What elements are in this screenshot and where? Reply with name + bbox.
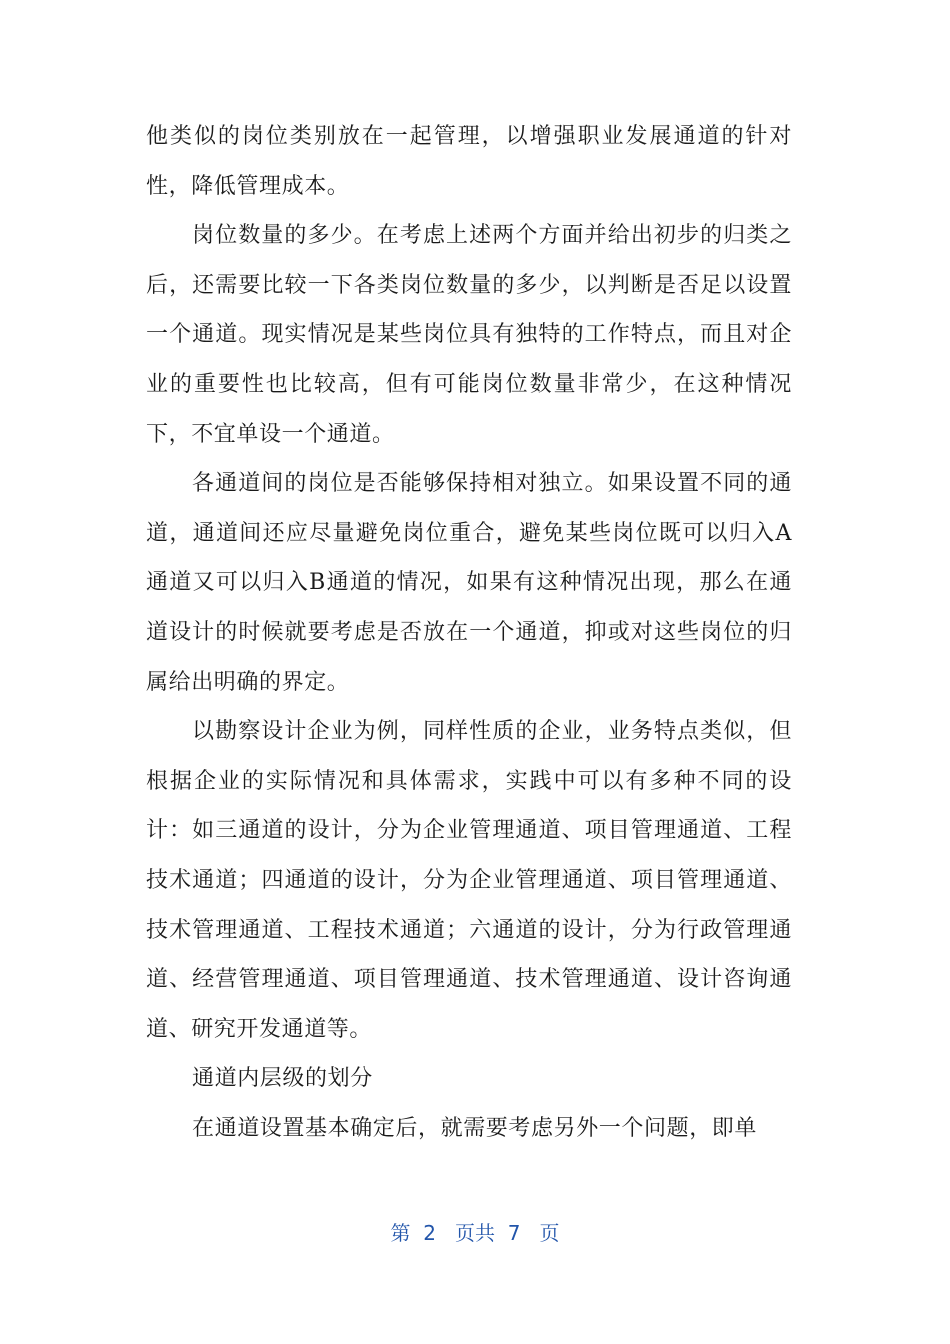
paragraph-2: 岗位数量的多少。在考虑上述两个方面并给出初步的归类之后，还需要比较一下各类岗位数量的多少，以判断是否足以设置一个通道。现实情况是某些岗位具有独特的工作特点，而且对企业的重要性也比较高，但有可能岗位数量非常少，在这种情况下，不宜单设一个通道。 [146,223,792,447]
section-heading: 通道内层级的划分 [192,1066,373,1092]
paragraph-5: 在通道设置基本确定后，就需要考虑另外一个问题，即单 [192,1115,758,1141]
paragraph-1: 他类似的岗位类别放在一起管理，以增强职业发展通道的针对性，降低管理成本。 [146,124,792,199]
page-footer [0,1218,950,1248]
document-body [146,112,792,1153]
paragraph-3: 各通道间的岗位是否能够保持相对独立。如果设置不同的通道，通道间还应尽量避免岗位重合，避免某些岗位既可以归入A通道又可以归入B通道的情况，如果有这种情况出现，那么在通道设计的时候就要考虑是否放在一个通道，抑或对这些岗位的归属给出明确的界定。 [146,471,792,695]
paragraph-4: 以勘察设计企业为例，同样性质的企业，业务特点类似，但根据企业的实际情况和具体需求，实践中可以有多种不同的设计：如三通道的设计，分为企业管理通道、项目管理通道、工程技术通道；四通道的设计，分为企业管理通道、项目管理通道、技术管理通道、工程技术通道；六通道的设计，分为行政管理通道、经营管理通道、项目管理通道、技术管理通道、设计咨询通道、研究开发通道等。 [146,719,792,1042]
page-number-label: 第 2 页共 7 页 [390,1221,560,1245]
